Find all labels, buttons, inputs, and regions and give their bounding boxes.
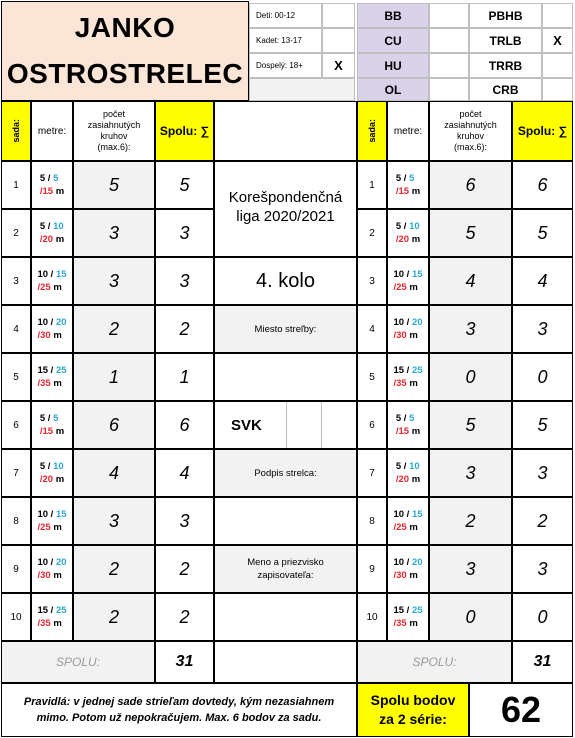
distance-cell	[31, 161, 73, 209]
distance-unit: m	[55, 474, 65, 485]
distance-cadet: 15	[55, 509, 67, 520]
distance-kids: 15	[393, 605, 405, 616]
distance-unit: m	[409, 522, 418, 533]
distance-kids: 10	[37, 317, 49, 328]
distance-text: 15 / 25 /35 m	[37, 605, 67, 629]
sum-cell: 4	[155, 449, 214, 497]
distance-cell	[387, 593, 429, 641]
distance-cell	[387, 449, 429, 497]
row-number: 7	[1, 449, 31, 497]
distance-text: 5 / 10 /20 m	[395, 221, 421, 245]
distance-cell	[31, 305, 73, 353]
row-number: 1	[1, 161, 31, 209]
distance-unit: m	[53, 282, 62, 293]
hits-cell[interactable]: 3	[73, 257, 155, 305]
row-number: 3	[1, 257, 31, 305]
distance-kids: 5	[395, 461, 402, 472]
right-col-spolu: Spolu: ∑	[512, 101, 573, 161]
distance-text: 5 / 5 /15 m	[395, 173, 421, 197]
right-total-label: SPOLU:	[357, 641, 512, 683]
distance-text: 15 / 25 /35 m	[393, 605, 423, 629]
archer-name-line1: JANKO	[74, 12, 176, 43]
distance-unit: m	[55, 234, 65, 245]
hits-cell[interactable]: 5	[73, 161, 155, 209]
distance-kids: 5	[395, 221, 402, 232]
distance-cell	[31, 209, 73, 257]
bow-bb-mark[interactable]	[429, 3, 469, 28]
distance-cell	[31, 353, 73, 401]
distance-unit: m	[53, 522, 62, 533]
distance-cadet: 20	[411, 557, 423, 568]
distance-text: 5 / 10 /20 m	[395, 461, 421, 485]
sum-cell: 3	[512, 545, 573, 593]
bow-trlb[interactable]: TRLB	[469, 28, 542, 53]
sum-cell: 1	[155, 353, 214, 401]
row-number: 4	[357, 305, 387, 353]
row-number: 10	[1, 593, 31, 641]
distance-adult: 30	[40, 570, 51, 581]
distance-adult: 25	[40, 522, 51, 533]
distance-cadet: 25	[55, 365, 67, 376]
bow-crb-mark[interactable]	[542, 78, 573, 101]
distance-adult: 25	[396, 522, 407, 533]
distance-adult: 20	[398, 234, 410, 245]
left-col-hits: počet zasiahnutých kruhov (max.6):	[73, 101, 155, 161]
category-cadet-mark[interactable]	[322, 28, 355, 53]
distance-text: 10 / 15 /25 m	[37, 509, 67, 533]
distance-cell	[31, 593, 73, 641]
row-number: 9	[357, 545, 387, 593]
distance-kids: 10	[37, 509, 49, 520]
distance-unit: m	[409, 330, 418, 341]
distance-text: 10 / 20 /30 m	[37, 557, 67, 581]
distance-cadet: 25	[411, 605, 423, 616]
archer-name-line2: OSTROSTRELEC	[6, 58, 244, 89]
distance-adult: 35	[396, 618, 407, 629]
sum-cell: 2	[155, 545, 214, 593]
distance-cell	[387, 209, 429, 257]
distance-cell	[387, 545, 429, 593]
distance-cell	[387, 305, 429, 353]
row-number: 7	[357, 449, 387, 497]
distance-text: 15 / 25 /35 m	[393, 365, 423, 389]
distance-unit: m	[55, 186, 65, 197]
sum-cell: 0	[512, 353, 573, 401]
row-number: 4	[1, 305, 31, 353]
row-number: 8	[357, 497, 387, 545]
sum-cell: 2	[512, 497, 573, 545]
bow-crb[interactable]: CRB	[469, 78, 542, 101]
distance-kids: 5	[39, 221, 46, 232]
distance-cadet: 10	[409, 221, 420, 232]
left-col-spolu: Spolu: ∑	[155, 101, 214, 161]
distance-unit: m	[409, 618, 418, 629]
distance-unit: m	[53, 570, 62, 581]
bow-hu-mark[interactable]	[429, 53, 469, 78]
row-number: 3	[357, 257, 387, 305]
distance-text: 10 / 20 /30 m	[393, 317, 423, 341]
distance-text: 5 / 10 /20 m	[39, 461, 65, 485]
rules-text: Pravidlá: v jednej sade strieľam dovtedy, kým nezasiahnem mimo. Potom už nepokračujem. Max. 6 bodov za sadu.	[1, 683, 357, 737]
sum-cell: 6	[512, 161, 573, 209]
distance-kids: 5	[39, 413, 46, 424]
distance-cadet: 15	[55, 269, 67, 280]
row-number: 5	[1, 353, 31, 401]
bow-pbhb-mark[interactable]	[542, 3, 573, 28]
distance-cell	[387, 497, 429, 545]
distance-kids: 15	[37, 605, 49, 616]
left-col-metre: metre:	[31, 101, 73, 161]
distance-adult: 15	[398, 426, 410, 437]
distance-adult: 25	[396, 282, 407, 293]
distance-cadet: 15	[411, 509, 423, 520]
distance-adult: 20	[42, 234, 54, 245]
hits-cell[interactable]: 3	[73, 209, 155, 257]
row-number: 2	[357, 209, 387, 257]
recorder-label: Meno a priezvisko zapisovateľa:	[214, 545, 357, 593]
row-number: 5	[357, 353, 387, 401]
distance-cell	[387, 257, 429, 305]
distance-cadet: 25	[411, 365, 423, 376]
middle-header-blank	[214, 101, 357, 161]
distance-text: 5 / 5 /15 m	[39, 173, 65, 197]
distance-kids: 5	[395, 173, 402, 184]
sum-cell: 3	[512, 305, 573, 353]
country-code: SVK	[214, 401, 357, 449]
country-cell-divider	[286, 402, 287, 448]
distance-cell	[31, 497, 73, 545]
grand-total-value: 62	[469, 683, 573, 737]
distance-cadet: 10	[409, 461, 420, 472]
hits-cell[interactable]: 3	[73, 497, 155, 545]
bow-cu-mark[interactable]	[429, 28, 469, 53]
distance-unit: m	[411, 474, 421, 485]
distance-unit: m	[53, 618, 62, 629]
hits-cell[interactable]: 2	[73, 545, 155, 593]
bow-pbhb[interactable]: PBHB	[469, 3, 542, 28]
distance-cadet: 5	[409, 413, 415, 424]
category-kids-mark[interactable]	[322, 3, 355, 28]
category-label: Deti: 00-12	[256, 11, 296, 20]
distance-adult: 15	[42, 186, 54, 197]
bow-bb[interactable]: BB	[357, 3, 429, 28]
bow-hu[interactable]: HU	[357, 53, 429, 78]
hits-cell[interactable]: 0	[429, 353, 512, 401]
sum-cell: 2	[155, 305, 214, 353]
bow-trrb-mark[interactable]	[542, 53, 573, 78]
distance-text: 5 / 10 /20 m	[39, 221, 65, 245]
sum-cell: 0	[512, 593, 573, 641]
middle-total-blank	[214, 641, 357, 683]
distance-cadet: 5	[53, 173, 59, 184]
hits-cell[interactable]: 0	[429, 593, 512, 641]
sum-cell: 3	[155, 209, 214, 257]
sum-cell: 3	[155, 257, 214, 305]
hits-cell[interactable]: 6	[73, 401, 155, 449]
distance-kids: 10	[393, 557, 405, 568]
distance-cadet: 20	[55, 317, 67, 328]
distance-kids: 15	[37, 365, 49, 376]
signature-field[interactable]	[214, 497, 357, 545]
distance-unit: m	[53, 378, 62, 389]
distance-kids: 5	[39, 173, 46, 184]
sum-cell: 4	[512, 257, 573, 305]
hits-cell[interactable]: 2	[73, 593, 155, 641]
distance-kids: 15	[393, 365, 405, 376]
bow-cu[interactable]: CU	[357, 28, 429, 53]
grand-total-label: Spolu bodov za 2 série:	[357, 683, 469, 737]
distance-text: 5 / 5 /15 m	[395, 413, 421, 437]
distance-unit: m	[53, 330, 62, 341]
distance-unit: m	[411, 234, 421, 245]
category-label: Kadet: 13-17	[256, 36, 302, 45]
distance-adult: 30	[40, 330, 51, 341]
distance-cell	[387, 161, 429, 209]
sum-cell: 3	[155, 497, 214, 545]
sum-cell: 5	[512, 401, 573, 449]
hits-cell[interactable]: 3	[429, 305, 512, 353]
category-kids[interactable]	[249, 3, 322, 28]
distance-text: 15 / 25 /35 m	[37, 365, 67, 389]
distance-text: 10 / 20 /30 m	[393, 557, 423, 581]
right-col-metre: metre:	[387, 101, 429, 161]
distance-kids: 10	[393, 269, 405, 280]
distance-cell	[31, 545, 73, 593]
row-number: 2	[1, 209, 31, 257]
distance-kids: 5	[395, 413, 402, 424]
distance-text: 10 / 15 /25 m	[37, 269, 67, 293]
distance-kids: 10	[37, 269, 49, 280]
distance-unit: m	[55, 426, 65, 437]
bow-ol[interactable]: OL	[357, 78, 429, 101]
hits-cell[interactable]: 2	[429, 497, 512, 545]
distance-cadet: 10	[53, 221, 64, 232]
distance-unit: m	[411, 186, 421, 197]
category-blank	[249, 78, 355, 101]
distance-cell	[31, 449, 73, 497]
distance-kids: 10	[393, 509, 405, 520]
right-col-sada: sada:	[357, 101, 387, 161]
sum-cell: 6	[155, 401, 214, 449]
distance-kids: 5	[39, 461, 46, 472]
hits-cell[interactable]: 3	[429, 545, 512, 593]
right-total-value: 31	[512, 641, 573, 683]
distance-text: 5 / 5 /15 m	[39, 413, 65, 437]
category-adult[interactable]	[249, 53, 322, 78]
left-total-label: SPOLU:	[1, 641, 155, 683]
distance-adult: 30	[396, 330, 407, 341]
row-number: 8	[1, 497, 31, 545]
venue-field[interactable]	[214, 353, 357, 401]
distance-adult: 35	[40, 378, 51, 389]
hits-cell[interactable]: 6	[429, 161, 512, 209]
distance-kids: 10	[37, 557, 49, 568]
distance-unit: m	[409, 378, 418, 389]
distance-cell	[31, 257, 73, 305]
right-col-hits: počet zasiahnutých kruhov (max.6):	[429, 101, 512, 161]
row-number: 6	[357, 401, 387, 449]
distance-text: 10 / 15 /25 m	[393, 509, 423, 533]
distance-cadet: 25	[55, 605, 67, 616]
category-cadet[interactable]	[249, 28, 322, 53]
distance-cadet: 5	[53, 413, 59, 424]
distance-cell	[387, 353, 429, 401]
sum-cell: 5	[512, 209, 573, 257]
distance-adult: 20	[42, 474, 54, 485]
distance-adult: 30	[396, 570, 407, 581]
distance-text: 10 / 20 /30 m	[37, 317, 67, 341]
distance-adult: 15	[398, 186, 410, 197]
distance-cell	[31, 401, 73, 449]
recorder-field[interactable]	[214, 593, 357, 641]
hits-cell[interactable]: 2	[73, 305, 155, 353]
hits-cell[interactable]: 5	[429, 209, 512, 257]
distance-cadet: 5	[409, 173, 415, 184]
distance-cadet: 20	[411, 317, 423, 328]
distance-adult: 35	[396, 378, 407, 389]
league-title: Korešpondenčná liga 2020/2021	[214, 161, 357, 257]
bow-ol-mark[interactable]	[429, 78, 469, 101]
round-label: 4. kolo	[214, 257, 357, 305]
distance-adult: 25	[40, 282, 51, 293]
distance-cadet: 10	[53, 461, 64, 472]
distance-cadet: 20	[55, 557, 67, 568]
bow-trlb-mark[interactable]: X	[542, 28, 573, 53]
bow-trrb[interactable]: TRRB	[469, 53, 542, 78]
sum-cell: 3	[512, 449, 573, 497]
distance-adult: 35	[40, 618, 51, 629]
signature-label: Podpis strelca:	[214, 449, 357, 497]
hits-cell[interactable]: 3	[429, 449, 512, 497]
left-total-value: 31	[155, 641, 214, 683]
country-cell-divider	[321, 402, 322, 448]
left-col-sada: sada:	[1, 101, 31, 161]
row-number: 1	[357, 161, 387, 209]
distance-cell	[387, 401, 429, 449]
hits-cell[interactable]: 1	[73, 353, 155, 401]
row-number: 6	[1, 401, 31, 449]
distance-unit: m	[411, 426, 421, 437]
distance-adult: 15	[42, 426, 54, 437]
category-label: Dospelý: 18+	[256, 61, 303, 70]
distance-cadet: 15	[411, 269, 423, 280]
sum-cell: 2	[155, 593, 214, 641]
row-number: 10	[357, 593, 387, 641]
archer-name-box	[1, 1, 249, 101]
row-number: 9	[1, 545, 31, 593]
distance-kids: 10	[393, 317, 405, 328]
distance-adult: 20	[398, 474, 410, 485]
hits-cell[interactable]: 4	[73, 449, 155, 497]
venue-label: Miesto streľby:	[214, 305, 357, 353]
category-adult-mark[interactable]: X	[322, 53, 355, 78]
hits-cell[interactable]: 4	[429, 257, 512, 305]
sum-cell: 5	[155, 161, 214, 209]
distance-text: 10 / 15 /25 m	[393, 269, 423, 293]
distance-unit: m	[409, 282, 418, 293]
distance-unit: m	[409, 570, 418, 581]
hits-cell[interactable]: 5	[429, 401, 512, 449]
